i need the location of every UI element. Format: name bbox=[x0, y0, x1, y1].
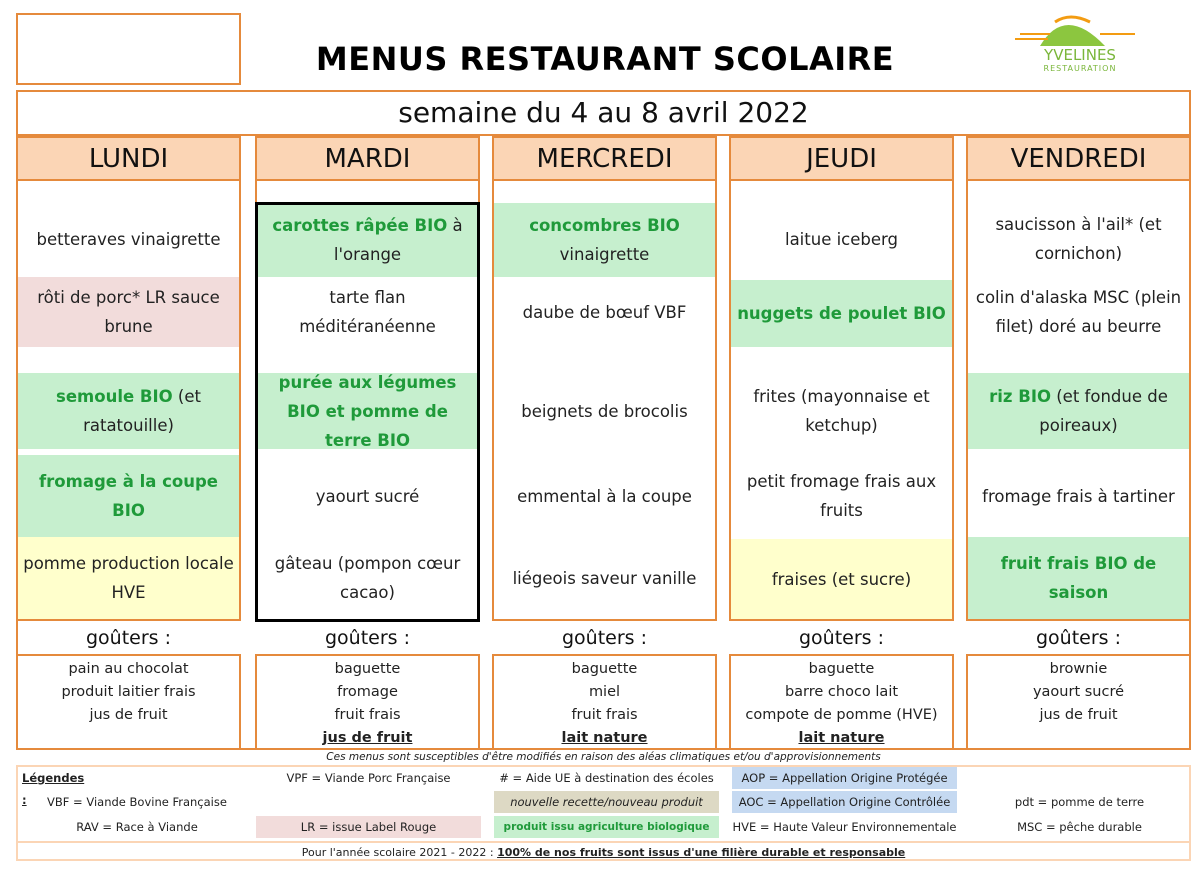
gouter-item: miel bbox=[588, 684, 621, 700]
page-title: MENUS RESTAURANT SCOLAIRE bbox=[315, 40, 895, 78]
day-header-lundi: LUNDI bbox=[16, 136, 241, 181]
legend-lr: LR = issue Label Rouge bbox=[256, 816, 481, 838]
column-vendredi bbox=[966, 181, 1191, 621]
dish-dessert: fruit frais BIO de saison bbox=[968, 537, 1189, 619]
gouter-item: lait nature bbox=[798, 730, 885, 746]
legend-diese: # = Aide UE à destination des écoles bbox=[499, 771, 714, 785]
gouter-item: pain au chocolat bbox=[68, 661, 189, 677]
gouters-lundi bbox=[16, 654, 241, 750]
dish-accompagnement: riz BIO (et fondue de poireaux) bbox=[968, 373, 1189, 449]
footer bbox=[16, 841, 1191, 861]
column-jeudi bbox=[729, 181, 954, 621]
gouter-item: jus de fruit bbox=[322, 730, 413, 746]
dish-dessert: liégeois saveur vanille bbox=[512, 568, 697, 588]
dish-fromage: fromage frais à tartiner bbox=[982, 486, 1175, 506]
gouters-mercredi bbox=[492, 654, 717, 750]
gouter-item: fruit frais bbox=[334, 707, 401, 723]
dish-dessert: pomme production locale HVE bbox=[18, 537, 239, 619]
dish-plat: rôti de porc* LR sauce brune bbox=[18, 277, 239, 347]
week-title: semaine du 4 au 8 avril 2022 bbox=[18, 92, 1189, 136]
legend-pdt: pdt = pomme de terre bbox=[1014, 795, 1145, 809]
gouters-label: goûters : bbox=[798, 627, 885, 649]
dish-plat: daube de bœuf VBF bbox=[522, 302, 687, 322]
gouter-item: fromage bbox=[337, 684, 398, 700]
gouter-item: jus de fruit bbox=[89, 707, 168, 723]
legend-msc: MSC = pêche durable bbox=[1017, 820, 1142, 834]
footer-highlight: 100% de nos fruits sont issus d'une filière durable et responsable bbox=[497, 846, 906, 859]
footer-prefix: Pour l'année scolaire 2021 - 2022 : bbox=[301, 846, 494, 859]
dish-dessert: fraises (et sucre) bbox=[731, 539, 952, 619]
column-lundi bbox=[16, 181, 241, 621]
gouter-item: baguette bbox=[808, 661, 875, 677]
dish-plat: tarte flan méditéranéenne bbox=[299, 288, 436, 336]
dish-dessert: gâteau (pompon cœur cacao) bbox=[274, 554, 461, 602]
dish-entree: saucisson à l'ail* (et cornichon) bbox=[995, 215, 1162, 263]
gouters-vendredi bbox=[966, 654, 1191, 750]
legend-bio: produit issu agriculture biologique bbox=[494, 816, 719, 838]
dish-accompagnement: beignets de brocolis bbox=[521, 401, 688, 421]
legend-vpf: VPF = Viande Porc Française bbox=[286, 771, 451, 785]
dish-accompagnement: purée aux légumes BIO et pomme de terre BIO bbox=[257, 373, 478, 449]
gouter-item: fruit frais bbox=[571, 707, 638, 723]
dish-accompagnement: semoule BIO (et ratatouille) bbox=[18, 373, 239, 449]
legend-aoc: AOC = Appellation Origine Contrôlée bbox=[732, 791, 957, 813]
day-header-vendredi: VENDREDI bbox=[966, 136, 1191, 181]
gouter-item: produit laitier frais bbox=[61, 684, 196, 700]
dish-entree: carottes râpée BIO à l'orange bbox=[257, 203, 478, 277]
dish-fromage: yaourt sucré bbox=[315, 486, 420, 506]
logo-subtext: RESTAURATION bbox=[1043, 64, 1117, 73]
gouters-label: goûters : bbox=[324, 627, 411, 649]
day-header-mardi: MARDI bbox=[255, 136, 480, 181]
dish-fromage: fromage à la coupe BIO bbox=[18, 455, 239, 537]
gouter-item: brownie bbox=[1049, 661, 1108, 677]
gouter-item: baguette bbox=[571, 661, 638, 677]
legend-vbf: VBF = Viande Bovine Française bbox=[47, 795, 227, 809]
column-mercredi bbox=[492, 181, 717, 621]
dish-fromage: emmental à la coupe bbox=[517, 486, 692, 506]
blank-box bbox=[16, 13, 241, 85]
dish-fromage: petit fromage frais aux fruits bbox=[746, 472, 937, 520]
legend-title: Légendes : bbox=[22, 771, 85, 807]
gouter-item: lait nature bbox=[561, 730, 648, 746]
legend-rav: RAV = Race à Viande bbox=[76, 820, 198, 834]
gouters-label: goûters : bbox=[85, 627, 172, 649]
dish-plat: nuggets de poulet BIO bbox=[731, 280, 952, 347]
legend-nouvelle: nouvelle recette/nouveau produit bbox=[494, 791, 719, 813]
dish-entree: betteraves vinaigrette bbox=[36, 229, 221, 249]
dish-entree: laitue iceberg bbox=[784, 229, 898, 249]
logo-text: YVELINES bbox=[1044, 46, 1116, 64]
gouters-mardi bbox=[255, 654, 480, 750]
gouter-item: compote de pomme (HVE) bbox=[745, 707, 938, 723]
gouter-item: baguette bbox=[334, 661, 401, 677]
gouters-label: goûters : bbox=[561, 627, 648, 649]
gouters-jeudi bbox=[729, 654, 954, 750]
gouter-item: yaourt sucré bbox=[1032, 684, 1125, 700]
gouter-item: jus de fruit bbox=[1039, 707, 1118, 723]
day-header-jeudi: JEUDI bbox=[729, 136, 954, 181]
gouters-label: goûters : bbox=[1035, 627, 1122, 649]
notice-text: Ces menus sont susceptibles d'être modifiés en raison des aléas climatiques et/ou d'approvisionnements bbox=[326, 751, 881, 763]
legend-aop: AOP = Appellation Origine Protégée bbox=[732, 767, 957, 789]
mardi-highlight-frame bbox=[255, 202, 480, 622]
dish-accompagnement: frites (mayonnaise et ketchup) bbox=[753, 387, 930, 435]
day-header-mercredi: MERCREDI bbox=[492, 136, 717, 181]
gouter-item: barre choco lait bbox=[784, 684, 899, 700]
legend-hve: HVE = Haute Valeur Environnementale bbox=[732, 820, 957, 834]
dish-plat: colin d'alaska MSC (plein filet) doré au beurre bbox=[975, 288, 1182, 336]
dish-entree: concombres BIO vinaigrette bbox=[494, 203, 715, 277]
